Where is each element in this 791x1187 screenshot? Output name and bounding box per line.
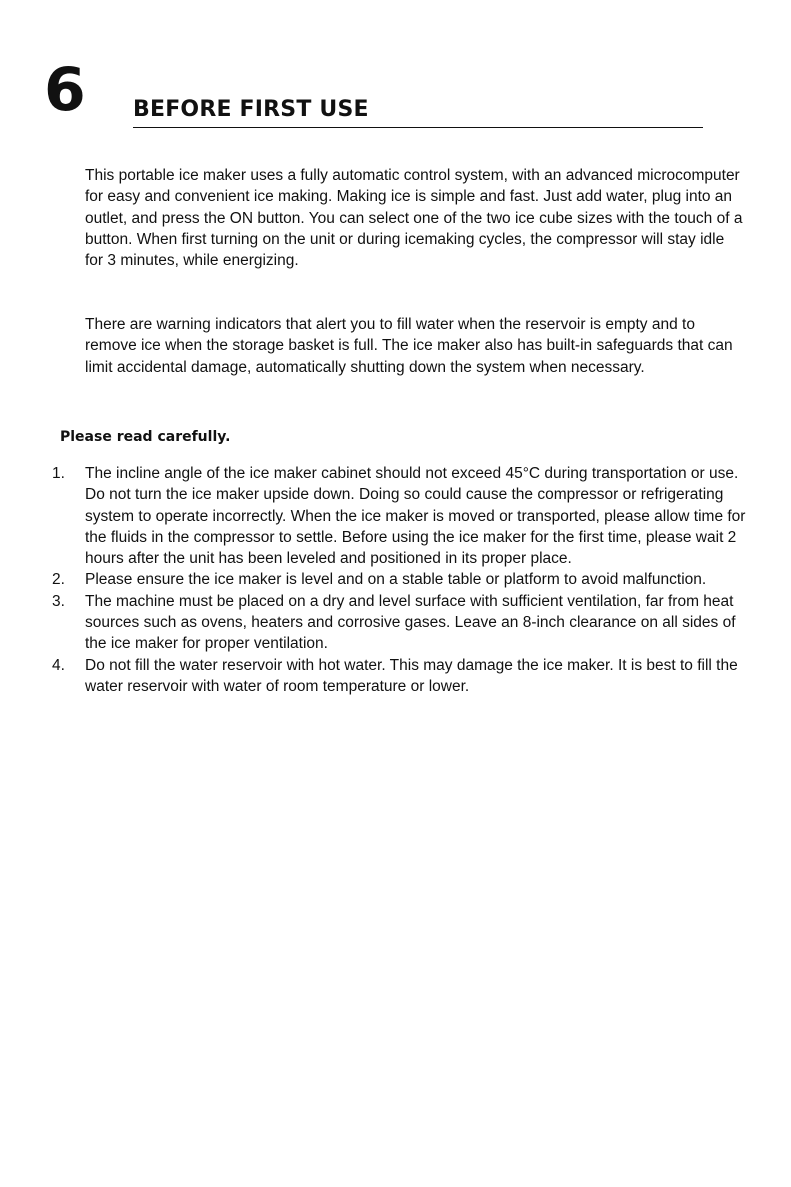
list-item-number: 1.: [52, 465, 65, 482]
intro-paragraph: There are warning indicators that alert you to fill water when the reservoir is empty and to remove ice when the storage basket is full. The ice maker also has built-in safeguards that can limit accidental damage, automatically shutting down the system when necessary.: [85, 316, 733, 376]
list-item-text: Please ensure the ice maker is level and on a stable table or platform to avoid malfunction.: [85, 571, 707, 589]
list-item-text: The incline angle of the ice maker cabinet should not exceed 45°C during transportation or use. Do not turn the ice maker upside down. Doing so could cause the compressor or refrigerating system to operate incorrectly. When the ice maker is moved or transported, please allow time for the fluids in the compressor to settle. Before using the ice maker for the first time, please wait 2 hours after the unit has been leveled and positioned in its proper place.: [85, 465, 746, 568]
notice-label: Please read carefully.: [60, 429, 231, 445]
section-title: BEFORE FIRST USE: [133, 96, 703, 128]
instruction-list: [48, 463, 748, 697]
list-item-number: 2.: [52, 571, 65, 589]
list-item-number: 3.: [52, 592, 65, 610]
list-item: [48, 569, 748, 590]
list-item-text: Do not fill the water reservoir with hot water. This may damage the ice maker. It is best to fill the water reservoir with water of room temperature or lower.: [85, 656, 738, 695]
list-item: [48, 463, 748, 569]
intro-paragraph: This portable ice maker uses a fully automatic control system, with an advanced microcomputer for easy and convenient ice making. Making ice is simple and fast. Just add water, plug into an outlet, and press the ON button. You can select one of the two ice cube sizes with the touch of a button. When first turning on the unit or during icemaking cycles, the compressor will stay idle for 3 minutes, while energizing.: [85, 167, 743, 270]
section-number: 6: [44, 55, 86, 125]
list-item: [48, 655, 748, 698]
list-item-text: The machine must be placed on a dry and level surface with sufficient ventilation, far from heat sources such as ovens, heaters and corrosive gases. Leave an 8-inch clearance on all sides of the ice maker for proper ventilation.: [85, 592, 736, 653]
list-item: [48, 591, 748, 655]
list-item-number: 4.: [52, 656, 65, 674]
